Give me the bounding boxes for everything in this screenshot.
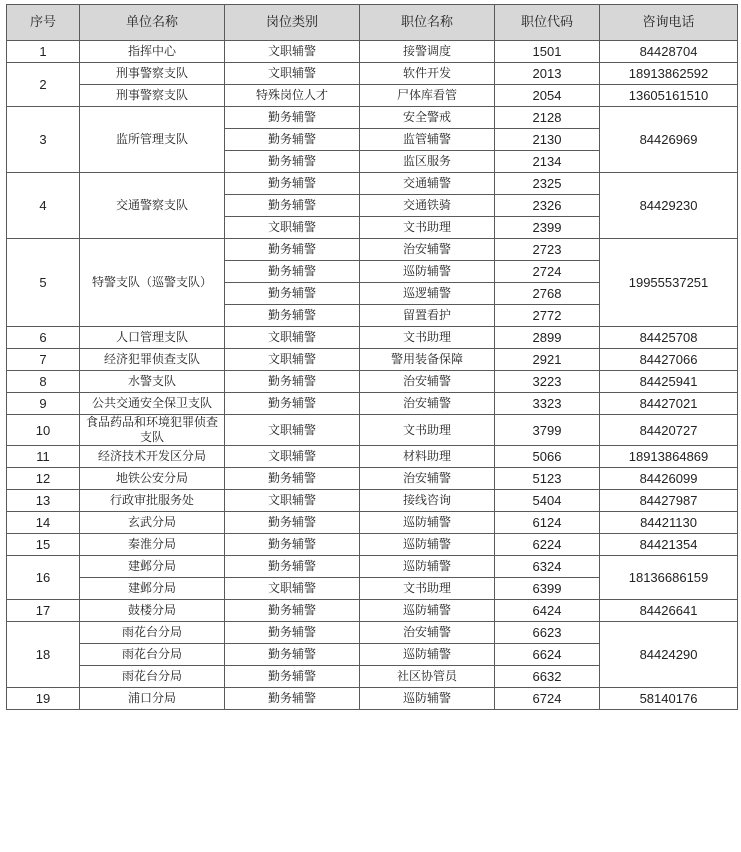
contact-phone: 84426641 [600, 600, 738, 622]
job-category: 文职辅警 [225, 41, 360, 63]
table-row [7, 173, 738, 195]
job-category: 勤务辅警 [225, 468, 360, 490]
position-name: 治安辅警 [360, 239, 495, 261]
unit-name: 秦淮分局 [80, 534, 225, 556]
job-category: 文职辅警 [225, 217, 360, 239]
position-name: 尸体库看管 [360, 85, 495, 107]
contact-phone: 18913862592 [600, 63, 738, 85]
row-index: 13 [7, 490, 80, 512]
unit-name: 人口管理支队 [80, 327, 225, 349]
job-category: 特殊岗位人才 [225, 85, 360, 107]
job-category: 勤务辅警 [225, 600, 360, 622]
row-index: 17 [7, 600, 80, 622]
position-name: 治安辅警 [360, 468, 495, 490]
row-index: 5 [7, 239, 80, 327]
job-category: 勤务辅警 [225, 239, 360, 261]
contact-phone: 84427066 [600, 349, 738, 371]
table-row [7, 107, 738, 129]
table-row [7, 688, 738, 710]
position-name: 接线咨询 [360, 490, 495, 512]
position-name: 巡防辅警 [360, 644, 495, 666]
job-category: 文职辅警 [225, 327, 360, 349]
header-unit: 单位名称 [80, 5, 225, 41]
position-code: 2325 [495, 173, 600, 195]
table-row [7, 371, 738, 393]
position-name: 巡防辅警 [360, 261, 495, 283]
contact-phone: 84427021 [600, 393, 738, 415]
table-row [7, 468, 738, 490]
unit-name: 指挥中心 [80, 41, 225, 63]
contact-phone: 84426099 [600, 468, 738, 490]
contact-phone: 84428704 [600, 41, 738, 63]
table-row [7, 446, 738, 468]
position-code: 6632 [495, 666, 600, 688]
unit-name: 玄武分局 [80, 512, 225, 534]
job-category: 勤务辅警 [225, 195, 360, 217]
job-category: 勤务辅警 [225, 666, 360, 688]
contact-phone: 84425708 [600, 327, 738, 349]
position-name: 社区协管员 [360, 666, 495, 688]
position-code: 5066 [495, 446, 600, 468]
header-code: 职位代码 [495, 5, 600, 41]
row-index: 4 [7, 173, 80, 239]
position-code: 1501 [495, 41, 600, 63]
job-category: 勤务辅警 [225, 107, 360, 129]
position-code: 6624 [495, 644, 600, 666]
position-name: 监区服务 [360, 151, 495, 173]
unit-name: 经济技术开发区分局 [80, 446, 225, 468]
position-name: 文书助理 [360, 578, 495, 600]
unit-name: 公共交通安全保卫支队 [80, 393, 225, 415]
table-row [7, 85, 738, 107]
unit-name: 雨花台分局 [80, 622, 225, 644]
position-code: 2128 [495, 107, 600, 129]
table-row [7, 41, 738, 63]
job-category: 文职辅警 [225, 578, 360, 600]
job-category: 勤务辅警 [225, 512, 360, 534]
job-category: 勤务辅警 [225, 644, 360, 666]
position-name: 监管辅警 [360, 129, 495, 151]
job-category: 勤务辅警 [225, 305, 360, 327]
table-row [7, 239, 738, 261]
table-row [7, 512, 738, 534]
position-code: 6424 [495, 600, 600, 622]
table-row [7, 534, 738, 556]
job-category: 勤务辅警 [225, 173, 360, 195]
job-category: 文职辅警 [225, 415, 360, 446]
job-category: 勤务辅警 [225, 151, 360, 173]
job-category: 勤务辅警 [225, 129, 360, 151]
header-phone: 咨询电话 [600, 5, 738, 41]
contact-phone: 84420727 [600, 415, 738, 446]
row-index: 11 [7, 446, 80, 468]
position-name: 文书助理 [360, 415, 495, 446]
position-code: 6399 [495, 578, 600, 600]
row-index: 3 [7, 107, 80, 173]
table-body [7, 41, 738, 710]
unit-name: 刑事警察支队 [80, 63, 225, 85]
position-code: 3223 [495, 371, 600, 393]
job-category: 文职辅警 [225, 490, 360, 512]
position-name: 巡防辅警 [360, 512, 495, 534]
row-index: 8 [7, 371, 80, 393]
table-row [7, 556, 738, 578]
header-category: 岗位类别 [225, 5, 360, 41]
position-name: 巡防辅警 [360, 556, 495, 578]
job-category: 文职辅警 [225, 349, 360, 371]
contact-phone: 58140176 [600, 688, 738, 710]
contact-phone: 13605161510 [600, 85, 738, 107]
row-index: 12 [7, 468, 80, 490]
job-category: 勤务辅警 [225, 556, 360, 578]
position-name: 接警调度 [360, 41, 495, 63]
table-row [7, 600, 738, 622]
position-code: 2130 [495, 129, 600, 151]
row-index: 2 [7, 63, 80, 107]
position-code: 3799 [495, 415, 600, 446]
row-index: 19 [7, 688, 80, 710]
row-index: 15 [7, 534, 80, 556]
header-row [7, 5, 738, 41]
header-index: 序号 [7, 5, 80, 41]
job-category: 勤务辅警 [225, 688, 360, 710]
position-name: 巡防辅警 [360, 600, 495, 622]
unit-name: 建邺分局 [80, 556, 225, 578]
unit-name: 行政审批服务处 [80, 490, 225, 512]
contact-phone: 84427987 [600, 490, 738, 512]
position-code: 2921 [495, 349, 600, 371]
position-code: 2134 [495, 151, 600, 173]
position-name: 交通铁骑 [360, 195, 495, 217]
row-index: 1 [7, 41, 80, 63]
recruitment-table [6, 4, 738, 710]
position-name: 治安辅警 [360, 371, 495, 393]
position-name: 巡防辅警 [360, 688, 495, 710]
header-position: 职位名称 [360, 5, 495, 41]
unit-name: 雨花台分局 [80, 666, 225, 688]
unit-name: 刑事警察支队 [80, 85, 225, 107]
unit-name: 鼓楼分局 [80, 600, 225, 622]
job-category: 勤务辅警 [225, 393, 360, 415]
position-name: 软件开发 [360, 63, 495, 85]
position-name: 文书助理 [360, 327, 495, 349]
contact-phone: 84426969 [600, 107, 738, 173]
position-code: 3323 [495, 393, 600, 415]
position-code: 2772 [495, 305, 600, 327]
position-code: 2723 [495, 239, 600, 261]
position-name: 巡防辅警 [360, 534, 495, 556]
position-name: 警用装备保障 [360, 349, 495, 371]
position-name: 巡逻辅警 [360, 283, 495, 305]
position-code: 6623 [495, 622, 600, 644]
position-code: 2326 [495, 195, 600, 217]
job-category: 文职辅警 [225, 446, 360, 468]
position-code: 6324 [495, 556, 600, 578]
position-name: 留置看护 [360, 305, 495, 327]
job-category: 勤务辅警 [225, 261, 360, 283]
position-code: 2054 [495, 85, 600, 107]
unit-name: 建邺分局 [80, 578, 225, 600]
row-index: 16 [7, 556, 80, 600]
unit-name: 监所管理支队 [80, 107, 225, 173]
table-row [7, 622, 738, 644]
row-index: 10 [7, 415, 80, 446]
position-name: 安全警戒 [360, 107, 495, 129]
unit-name: 水警支队 [80, 371, 225, 393]
job-category: 勤务辅警 [225, 534, 360, 556]
job-category: 勤务辅警 [225, 371, 360, 393]
contact-phone: 84421354 [600, 534, 738, 556]
unit-name: 地铁公安分局 [80, 468, 225, 490]
unit-name: 雨花台分局 [80, 644, 225, 666]
position-name: 治安辅警 [360, 393, 495, 415]
job-category: 勤务辅警 [225, 283, 360, 305]
row-index: 9 [7, 393, 80, 415]
job-category: 勤务辅警 [225, 622, 360, 644]
position-code: 2724 [495, 261, 600, 283]
position-code: 5404 [495, 490, 600, 512]
position-code: 5123 [495, 468, 600, 490]
position-code: 2399 [495, 217, 600, 239]
position-code: 2768 [495, 283, 600, 305]
unit-name: 浦口分局 [80, 688, 225, 710]
table-row [7, 393, 738, 415]
position-name: 治安辅警 [360, 622, 495, 644]
unit-name: 经济犯罪侦查支队 [80, 349, 225, 371]
contact-phone: 19955537251 [600, 239, 738, 327]
contact-phone: 84421130 [600, 512, 738, 534]
row-index: 7 [7, 349, 80, 371]
row-index: 14 [7, 512, 80, 534]
position-name: 文书助理 [360, 217, 495, 239]
position-name: 交通辅警 [360, 173, 495, 195]
table-row [7, 415, 738, 446]
table-row [7, 63, 738, 85]
position-code: 6124 [495, 512, 600, 534]
job-category: 文职辅警 [225, 63, 360, 85]
row-index: 6 [7, 327, 80, 349]
contact-phone: 84429230 [600, 173, 738, 239]
unit-name: 特警支队（巡警支队） [80, 239, 225, 327]
contact-phone: 18913864869 [600, 446, 738, 468]
position-code: 6724 [495, 688, 600, 710]
position-code: 2899 [495, 327, 600, 349]
position-name: 材料助理 [360, 446, 495, 468]
table-row [7, 349, 738, 371]
contact-phone: 18136686159 [600, 556, 738, 600]
table-row [7, 490, 738, 512]
position-code: 2013 [495, 63, 600, 85]
row-index: 18 [7, 622, 80, 688]
contact-phone: 84424290 [600, 622, 738, 688]
table-row [7, 327, 738, 349]
unit-name: 交通警察支队 [80, 173, 225, 239]
position-code: 6224 [495, 534, 600, 556]
unit-name: 食品药品和环境犯罪侦查支队 [80, 415, 225, 446]
contact-phone: 84425941 [600, 371, 738, 393]
